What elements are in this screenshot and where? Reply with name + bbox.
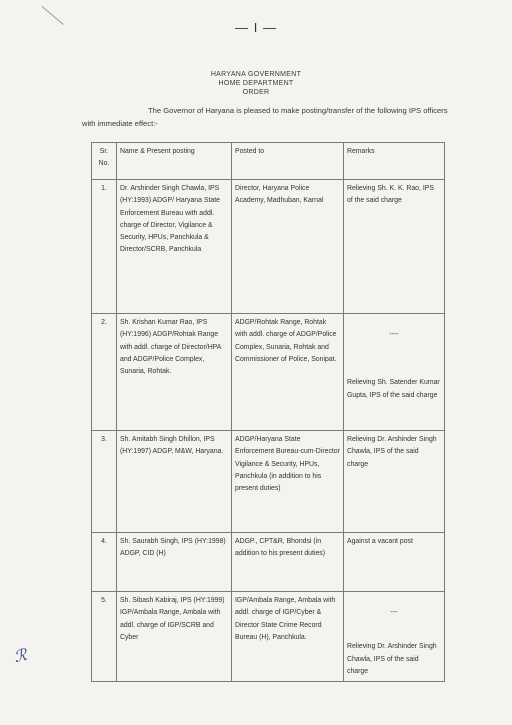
cell-remarks: Relieving Sh. K. K. Rao, IPS of the said charge	[344, 180, 445, 314]
header-government: HARYANA GOVERNMENT	[210, 71, 302, 78]
page-number: — I —	[235, 20, 277, 35]
header-sr-no: Sr. No.	[92, 143, 117, 180]
cell-remarks	[344, 314, 445, 431]
cell-posted-to: ADGP/Rohtak Range, Rohtak with addl. charge of ADGP/Police Complex, Sunaria, Rohtak and Commissioner of Police, Sonipat.	[232, 314, 344, 431]
table-row	[92, 180, 445, 314]
cell-remarks: Against a vacant post	[344, 533, 445, 592]
table-row	[92, 592, 445, 682]
cell-posted-to: IGP/Ambala Range, Ambala with addl. charge of IGP/Cyber & Director State Crime Record Bureau (H), Panchkula.	[232, 592, 344, 682]
remarks-text: Relieving Sh. Satender Kumar Gupta, IPS of the said charge	[347, 379, 440, 399]
table-row	[92, 314, 445, 431]
cell-posted-to: ADGP/Haryana State Enforcement Bureau-cum-Director Vigilance & Security, HPUs, Panchkula (in addition to his present duties)	[232, 431, 344, 533]
cell-posted-to: ADGP., CPT&R, Bhondsi (in addition to his present duties)	[232, 533, 344, 592]
cell-sr: 4.	[92, 533, 117, 592]
header-name: Name & Present posting	[117, 143, 232, 180]
cell-sr: 3.	[92, 431, 117, 533]
cell-name: Sh. Krishan Kumar Rao, IPS (HY:1996) ADGP/Rohtak Range with addl. charge of Director/HPA and ADGP/Police Complex, Sunaria, Rohtak.	[117, 314, 232, 431]
handwritten-initials-mark: ℛ	[12, 644, 29, 667]
cell-sr: 5.	[92, 592, 117, 682]
cell-name: Sh. Saurabh Singh, IPS (HY:1998) ADGP, CID (H)	[117, 533, 232, 592]
table-row	[92, 431, 445, 533]
cell-posted-to: Director, Haryana Police Academy, Madhuban, Karnal	[232, 180, 344, 314]
header-remarks: Remarks	[344, 143, 445, 180]
header-order: ORDER	[242, 89, 270, 96]
cell-name: Sh. Amitabh Singh Dhillon, IPS (HY:1997) ADGP, M&W, Haryana.	[117, 431, 232, 533]
remarks-dash: ---	[390, 609, 398, 616]
cell-remarks: Relieving Dr. Arshinder Singh Chawla, IPS of the said charge	[344, 431, 445, 533]
cell-sr: 1.	[92, 180, 117, 314]
table-row	[92, 533, 445, 592]
intro-text: The Governor of Haryana is pleased to make posting/transfer of the following IPS officers with immediate effect:-	[82, 106, 448, 128]
cell-name: Dr. Arshinder Singh Chawla, IPS (HY:1993) ADGP/ Haryana State Enforcement Bureau with addl. charge of Director, Vigilance & Security, HPUs, Panchkula & Director/SCRB, Panchkula	[117, 180, 232, 314]
table-header-row	[92, 143, 445, 180]
header-department: HOME DEPARTMENT	[218, 80, 294, 87]
cell-name: Sh. Sibash Kabiraj, IPS (HY:1999) IGP/Ambala Range, Ambala with addl. charge of IGP/SCRB and Cyber	[117, 592, 232, 682]
header-posted-to: Posted to	[232, 143, 344, 180]
remarks-dash: ----	[389, 331, 399, 338]
cell-remarks	[344, 592, 445, 682]
remarks-text: Relieving Dr. Arshinder Singh Chawla, IPS of the said charge	[347, 643, 437, 675]
postings-table	[91, 142, 445, 682]
intro-paragraph	[82, 104, 462, 130]
cell-sr: 2.	[92, 314, 117, 431]
